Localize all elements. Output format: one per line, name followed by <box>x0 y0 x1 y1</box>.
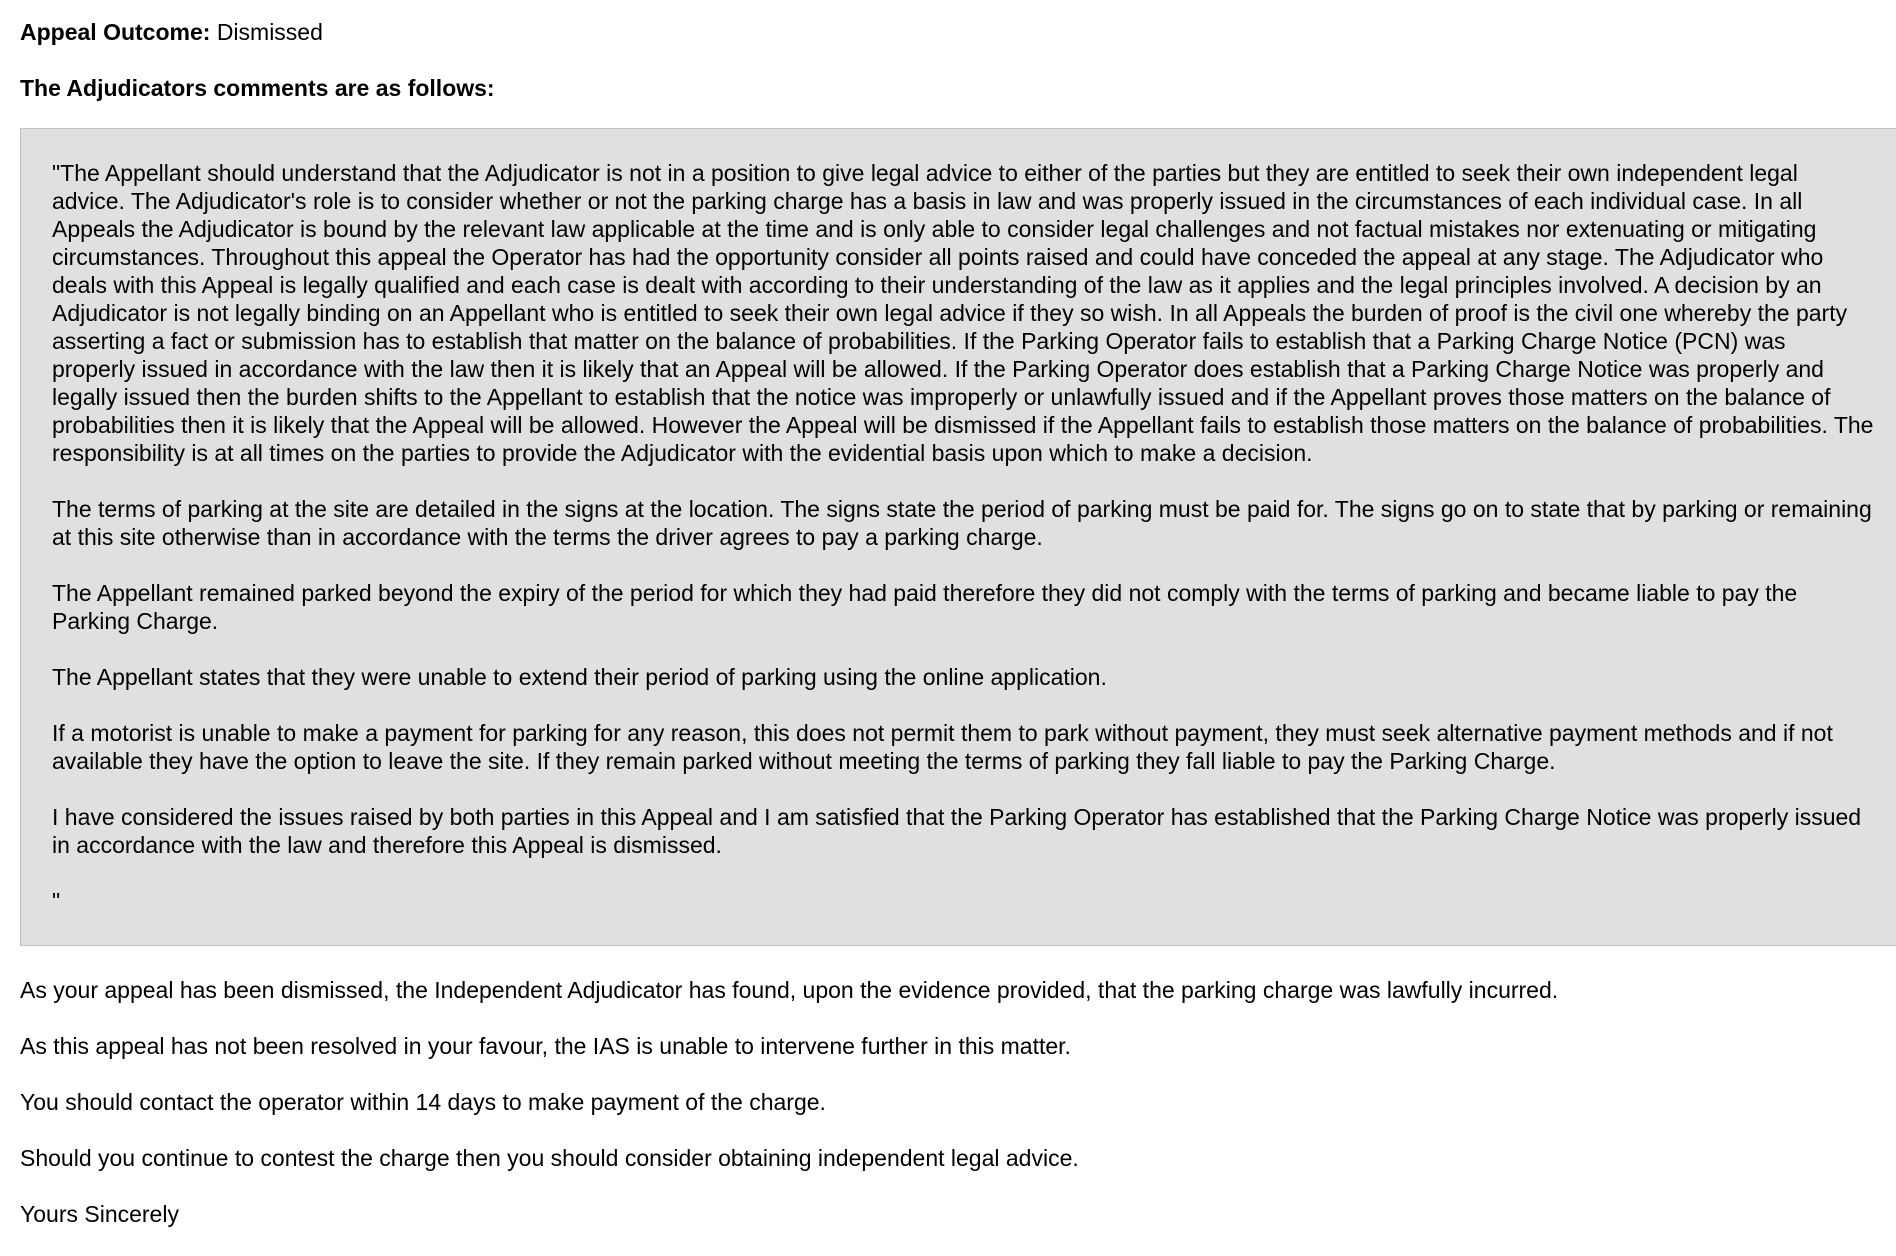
appeal-outcome-value: Dismissed <box>216 19 323 45</box>
note-paragraph: Should you continue to contest the charge then you should consider obtaining independent legal advice. <box>20 1145 1079 1171</box>
note-paragraph: As this appeal has not been resolved in your favour, the IAS is unable to intervene further in this matter. <box>20 1033 1071 1059</box>
comment-paragraph: I have considered the issues raised by both parties in this Appeal and I am satisfied that the Parking Operator has established that the Parking Charge Notice was properly issued in accordance with the law and therefore this Appeal is dismissed. <box>52 804 1862 858</box>
note-paragraph: You should contact the operator within 14 days to make payment of the charge. <box>20 1089 826 1115</box>
comment-paragraph: The Appellant remained parked beyond the expiry of the period for which they had paid therefore they did not comply with the terms of parking and became liable to pay the Parking Charge. <box>52 580 1798 634</box>
appeal-outcome-label: Appeal Outcome: <box>20 19 211 45</box>
comment-paragraph: The terms of parking at the site are detailed in the signs at the location. The signs state the period of parking must be paid for. The signs go on to state that by parking or remaining at this site otherwise than in accordance with the terms the driver agrees to pay a parking charge. <box>52 496 1872 550</box>
comment-paragraph: The Appellant states that they were unable to extend their period of parking using the online application. <box>52 664 1107 690</box>
appeal-outcome <box>20 18 1880 46</box>
adjudicator-comments-heading: The Adjudicators comments are as follows: <box>20 75 495 101</box>
appeal-decision-document <box>20 18 1880 1256</box>
post-decision-notes <box>20 976 1880 1228</box>
comment-paragraph: If a motorist is unable to make a payment for parking for any reason, this does not permit them to park without payment, they must seek alternative payment methods and if not available they have the option to leave the site. If they remain parked without meeting the terms of parking they fall liable to pay the Parking Charge. <box>52 720 1833 774</box>
note-paragraph: As your appeal has been dismissed, the Independent Adjudicator has found, upon the evidence provided, that the parking charge was lawfully incurred. <box>20 977 1559 1003</box>
comment-closing-quote: " <box>52 888 61 914</box>
sign-off: Yours Sincerely <box>20 1201 179 1227</box>
comment-paragraph: "The Appellant should understand that the Adjudicator is not in a position to give legal advice to either of the parties but they are entitled to seek their own independent legal advice. The Adjudicator's role is to consider whether or not the parking charge has a basis in law and was properly issued in the circumstances of each individual case. In all Appeals the Adjudicator is bound by the relevant law applicable at the time and is only able to consider legal challenges and not factual mistakes nor extenuating or mitigating circumstances. Throughout this appeal the Operator has had the opportunity consider all points raised and could have conceded the appeal at any stage. The Adjudicator who deals with this Appeal is legally qualified and each case is dealt with according to their understanding of the law as it applies and the legal principles involved. A decision by an Adjudicator is not legally binding on an Appellant who is entitled to seek their own legal advice if they so wish. In all Appeals the burden of proof is the civil one whereby the party asserting a fact or submission has to establish that matter on the balance of probabilities. If the Parking Operator fails to establish that a Parking Charge Notice (PCN) was properly issued in accordance with the law then it is likely that an Appeal will be allowed. If the Parking Operator does establish that a Parking Charge Notice was properly and legally issued then the burden shifts to the Appellant to establish that the notice was improperly or unlawfully issued and if the Appellant proves those matters on the balance of probabilities then it is likely that the Appeal will be allowed. However the Appeal will be dismissed if the Appellant fails to establish those matters on the balance of probabilities. The responsibility is at all times on the parties to provide the Adjudicator with the evidential basis upon which to make a decision. <box>52 160 1874 466</box>
adjudicator-comments-box <box>20 128 1896 946</box>
